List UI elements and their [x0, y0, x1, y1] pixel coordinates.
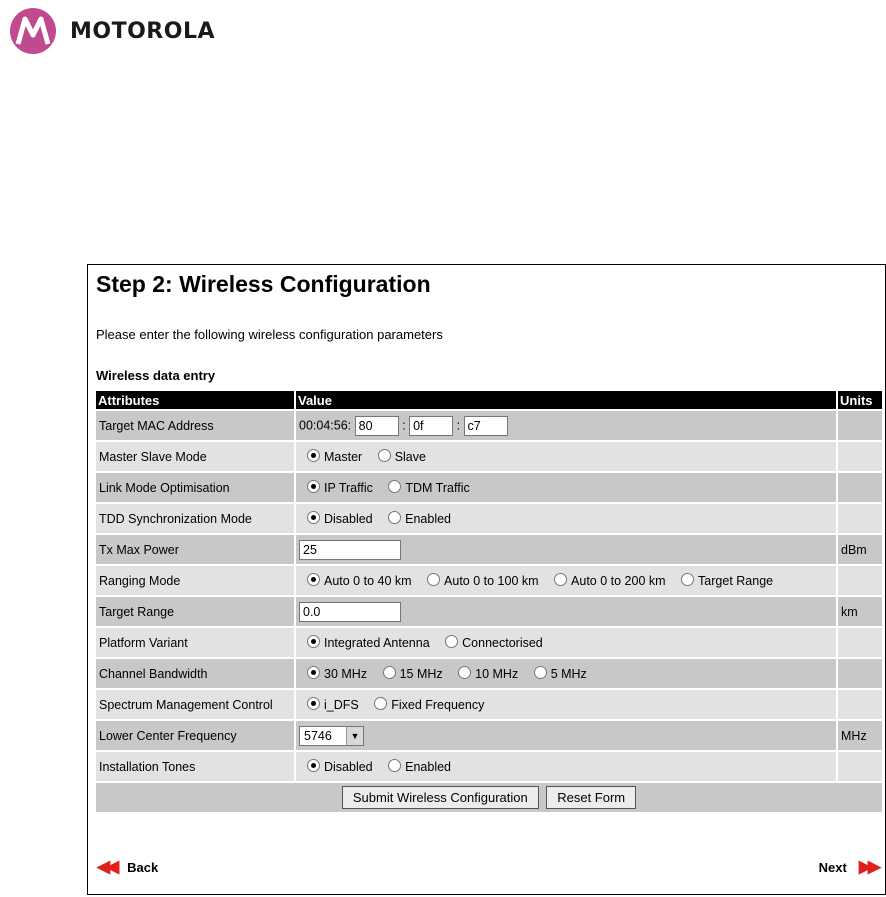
label-installation-tones: Installation Tones: [96, 752, 294, 781]
units-ranging-mode: [838, 566, 882, 595]
tdd-enabled-label: Enabled: [405, 511, 451, 526]
tdm-traffic-label: TDM Traffic: [405, 480, 470, 495]
ranging-target-label: Target Range: [698, 573, 774, 588]
back-arrow-icon: ◀◀: [97, 857, 116, 876]
value-tdd-sync: [296, 504, 836, 533]
ip-traffic-radio[interactable]: [307, 480, 320, 493]
bw-30-label: 30 MHz: [324, 666, 368, 681]
mac-prefix: 00:04:56:: [299, 417, 352, 432]
master-radio[interactable]: [307, 449, 320, 462]
tones-enabled-radio[interactable]: [388, 759, 401, 772]
ranging-40-label: Auto 0 to 40 km: [324, 573, 412, 588]
label-lower-center-frequency: Lower Center Frequency: [96, 721, 294, 750]
connectorised-radio[interactable]: [445, 635, 458, 648]
value-lower-center-frequency: [296, 721, 836, 750]
target-range-input[interactable]: [299, 602, 401, 622]
ranging-target-radio[interactable]: [681, 573, 694, 586]
units-lower-center-frequency: MHz: [838, 721, 882, 750]
tones-disabled-label: Disabled: [324, 759, 373, 774]
slave-radio[interactable]: [378, 449, 391, 462]
label-spectrum-management: Spectrum Management Control: [96, 690, 294, 719]
row-installation-tones: [96, 752, 882, 781]
master-label: Master: [324, 449, 363, 464]
mac-segment-1-input[interactable]: [355, 416, 399, 436]
value-installation-tones: [296, 752, 836, 781]
integrated-antenna-label: Integrated Antenna: [324, 635, 430, 650]
table-header-row: [96, 391, 882, 409]
units-target-mac: [838, 411, 882, 440]
wireless-config-table: [94, 389, 884, 814]
ranging-100-label: Auto 0 to 100 km: [444, 573, 539, 588]
header-value: Value: [296, 391, 836, 409]
value-target-mac: [296, 411, 836, 440]
submit-wireless-config-button[interactable]: Submit Wireless Configuration: [342, 786, 539, 809]
ip-traffic-label: IP Traffic: [324, 480, 373, 495]
tdd-disabled-radio[interactable]: [307, 511, 320, 524]
row-tx-power: [96, 535, 882, 564]
connectorised-label: Connectorised: [462, 635, 543, 650]
slave-label: Slave: [394, 449, 426, 464]
lower-frequency-value: 5746: [304, 728, 332, 743]
bw-10-radio[interactable]: [458, 666, 471, 679]
value-ranging-mode: [296, 566, 836, 595]
tx-power-input[interactable]: [299, 540, 401, 560]
bw-15-radio[interactable]: [383, 666, 396, 679]
value-spectrum-management: [296, 690, 836, 719]
value-tx-power: [296, 535, 836, 564]
label-link-mode: Link Mode Optimisation: [96, 473, 294, 502]
tdd-disabled-label: Disabled: [324, 511, 373, 526]
ranging-100-radio[interactable]: [427, 573, 440, 586]
chevron-down-icon[interactable]: ▼: [346, 727, 363, 745]
units-spectrum-management: [838, 690, 882, 719]
integrated-antenna-radio[interactable]: [307, 635, 320, 648]
row-target-range: [96, 597, 882, 626]
page-title: Step 2: Wireless Configuration: [96, 271, 431, 297]
back-label: Back: [127, 859, 159, 875]
label-channel-bandwidth: Channel Bandwidth: [96, 659, 294, 688]
units-channel-bandwidth: [838, 659, 882, 688]
row-platform-variant: [96, 628, 882, 657]
motorola-batwing-icon: [10, 8, 56, 54]
value-channel-bandwidth: [296, 659, 836, 688]
units-installation-tones: [838, 752, 882, 781]
row-target-mac: [96, 411, 882, 440]
section-heading: Wireless data entry: [96, 368, 216, 383]
fixed-frequency-label: Fixed Frequency: [391, 697, 485, 712]
value-master-slave: [296, 442, 836, 471]
row-ranging-mode: [96, 566, 882, 595]
ranging-200-label: Auto 0 to 200 km: [571, 573, 666, 588]
header-attributes: Attributes: [96, 391, 294, 409]
mac-separator-1: :: [402, 417, 406, 432]
ranging-40-radio[interactable]: [307, 573, 320, 586]
intro-text: Please enter the following wireless configuration parameters: [96, 327, 443, 342]
label-platform-variant: Platform Variant: [96, 628, 294, 657]
value-link-mode: [296, 473, 836, 502]
tdm-traffic-radio[interactable]: [388, 480, 401, 493]
value-target-range: [296, 597, 836, 626]
units-master-slave: [838, 442, 882, 471]
label-target-range: Target Range: [96, 597, 294, 626]
reset-form-button[interactable]: Reset Form: [546, 786, 636, 809]
mac-segment-2-input[interactable]: [409, 416, 453, 436]
bw-10-label: 10 MHz: [475, 666, 519, 681]
tones-enabled-label: Enabled: [405, 759, 451, 774]
row-master-slave: [96, 442, 882, 471]
bw-30-radio[interactable]: [307, 666, 320, 679]
label-tx-power: Tx Max Power: [96, 535, 294, 564]
row-spectrum-management: [96, 690, 882, 719]
ranging-200-radio[interactable]: [554, 573, 567, 586]
fixed-frequency-radio[interactable]: [374, 697, 387, 710]
label-ranging-mode: Ranging Mode: [96, 566, 294, 595]
row-channel-bandwidth: [96, 659, 882, 688]
idfs-label: i_DFS: [324, 697, 359, 712]
form-buttons-row: [96, 783, 882, 812]
next-label: Next: [818, 859, 847, 875]
units-tx-power: dBm: [838, 535, 882, 564]
next-link[interactable]: [819, 857, 877, 877]
idfs-radio[interactable]: [307, 697, 320, 710]
bw-15-label: 15 MHz: [399, 666, 443, 681]
units-target-range: km: [838, 597, 882, 626]
wireless-config-panel: [87, 264, 886, 895]
mac-segment-3-input[interactable]: [464, 416, 508, 436]
tdd-enabled-radio[interactable]: [388, 511, 401, 524]
row-tdd-sync: [96, 504, 882, 533]
row-link-mode: [96, 473, 882, 502]
bw-5-radio[interactable]: [534, 666, 547, 679]
mac-separator-2: :: [456, 417, 461, 432]
next-arrow-icon: ▶▶: [858, 857, 877, 876]
brand-logo: [10, 8, 215, 54]
units-platform-variant: [838, 628, 882, 657]
label-master-slave: Master Slave Mode: [96, 442, 294, 471]
value-platform-variant: [296, 628, 836, 657]
bw-5-label: 5 MHz: [550, 666, 587, 681]
back-link[interactable]: [97, 857, 158, 877]
units-link-mode: [838, 473, 882, 502]
form-buttons-cell: [96, 783, 882, 812]
label-tdd-sync: TDD Synchronization Mode: [96, 504, 294, 533]
header-units: Units: [838, 391, 882, 409]
tones-disabled-radio[interactable]: [307, 759, 320, 772]
row-lower-center-frequency: [96, 721, 882, 750]
label-target-mac: Target MAC Address: [96, 411, 294, 440]
brand-name: MOTOROLA: [70, 18, 215, 44]
units-tdd-sync: [838, 504, 882, 533]
lower-frequency-select[interactable]: [299, 726, 364, 746]
